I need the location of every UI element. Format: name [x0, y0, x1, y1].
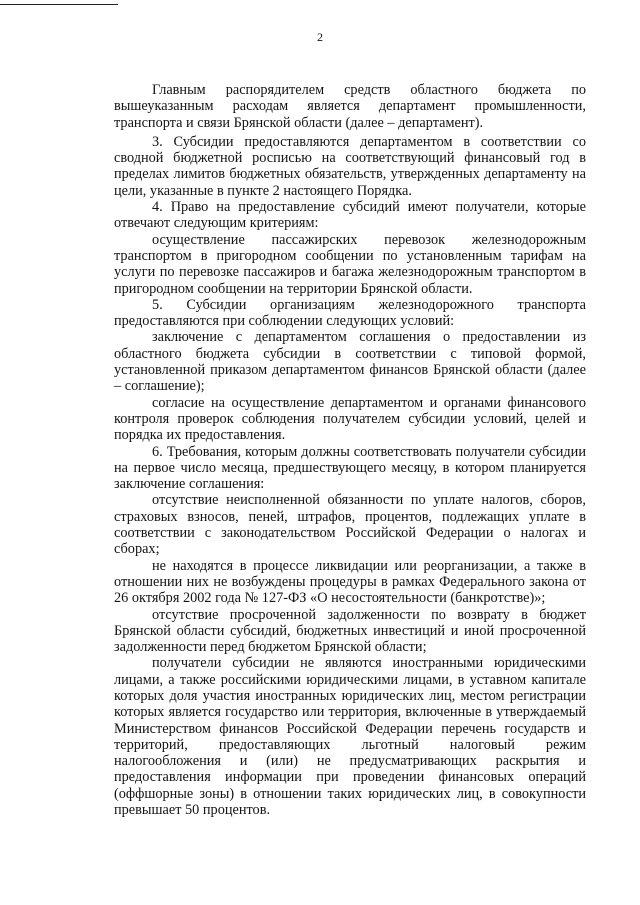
paragraph-item-5: 5. Субсидии организациям железнодорожного транспорта предоставляются при соблюдении следующих условий:: [114, 296, 586, 330]
paragraph-main-manager: Главным распорядителем средств областного бюджета по вышеуказанным расходам является департамент промышленности, транспорта и связи Брянской области (далее – департамент).: [114, 82, 586, 131]
top-rule: [0, 4, 118, 5]
paragraph-requirement-liquidation: не находятся в процессе ликвидации или реорганизации, а также в отношении них не возбуждены процедуры в рамках Федерального закона от 26 октября 2002 года № 127-ФЗ «О несостоятельности (банкротстве)»;: [114, 557, 586, 607]
paragraph-condition-consent: согласие на осуществление департаментом и органами финансового контроля проверок соблюдения получателем субсидии условий, целей и порядка их предоставления.: [114, 394, 586, 444]
paragraph-criteria: осуществление пассажирских перевозок железнодорожным транспортом в пригородном сообщении по установленным тарифам на услуги по перевозке пассажиров и багажа железнодорожным транспортом в пригородном сообщении на территории Брянской области.: [114, 231, 586, 297]
paragraph-item-6: 6. Требования, которым должны соответствовать получатели субсидии на первое число месяца, предшествующего месяцу, в котором планируется заключение соглашения:: [114, 443, 586, 493]
paragraph-requirement-taxes: отсутствие неисполненной обязанности по уплате налогов, сборов, страховых взносов, пеней, штрафов, процентов, подлежащих уплате в соответствии с законодательством Российской Федерации о налогах и сборах;: [114, 492, 586, 558]
paragraph-item-4: 4. Право на предоставление субсидий имеют получатели, которые отвечают следующим критериям:: [114, 199, 586, 232]
paragraph-condition-agreement: заключение с департаментом соглашения о предоставлении из областного бюджета субсидии в соответствии с типовой формой, установленной приказом департаментом финансов Брянской области (далее – соглашение);: [114, 329, 586, 395]
paragraph-requirement-debt: отсутствие просроченной задолженности по возврату в бюджет Брянской области субсидий, бюджетных инвестиций и иной просроченной задолженности перед бюджетом Брянской области;: [114, 606, 586, 656]
paragraph-requirement-foreign: получатели субсидии не являются иностранными юридическими лицами, а также российскими юридическими лицами, в уставном капитале которых доля участия иностранных юридических лиц, местом регистрации которых является государство или территория, включенные в утверждаемый Министерством финансов Российской Федерации перечень государств и территорий, предоставляющих льготный налоговый режим налогообложения и (или) не предусматривающих раскрытия и предоставления информации при проведении финансовых операций (оффшорные зоны) в отношении таких юридических лиц, в совокупности превышает 50 процентов.: [114, 655, 586, 819]
document-body: [114, 82, 586, 818]
paragraph-item-3: 3. Субсидии предоставляются департаментом в соответствии со сводной бюджетной росписью на соответствующий финансовый год в пределах лимитов бюджетных обязательств, утвержденных департаменту на цели, указанные в пункте 2 настоящего Порядка.: [114, 133, 586, 199]
page-number: 2: [317, 30, 323, 44]
